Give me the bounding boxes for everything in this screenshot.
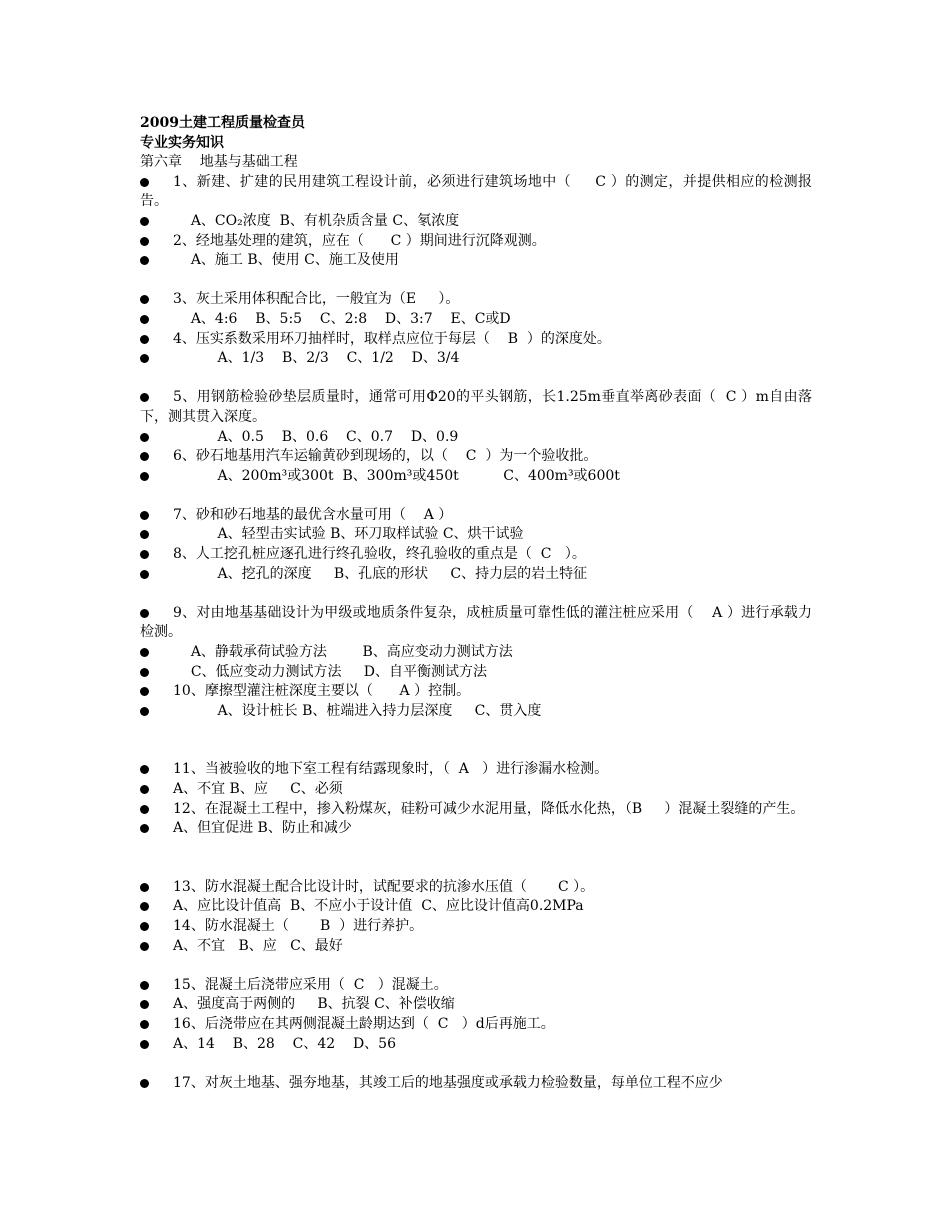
list-item: C、低应变动力测试方法 D、自平衡测试方法 xyxy=(140,663,812,683)
list-item: A、轻型击实试验 B、环刀取样试验 C、烘干试验 xyxy=(140,525,812,545)
list-item: A、设计桩长 B、桩端进入持力层深度 C、贯入度 xyxy=(140,702,812,722)
bullet-icon xyxy=(140,217,149,226)
bullet-icon xyxy=(140,1079,149,1088)
bullet-icon xyxy=(140,883,149,892)
bullet-icon xyxy=(140,511,149,520)
spacer xyxy=(140,1054,812,1074)
list-item: A、静载承荷试验方法 B、高应变动力测试方法 xyxy=(140,643,812,663)
list-item: A、不宜 B、应 C、必须 xyxy=(140,780,812,800)
spacer xyxy=(140,584,812,604)
spacer xyxy=(140,486,812,506)
spacer xyxy=(140,839,812,878)
list-item: 17、对灰土地基、强夯地基，其竣工后的地基强度或承载力检验数量，每单位工程不应少 xyxy=(140,1074,812,1094)
list-item: 3、灰土采用体积配合比，一般宜为（E ）。 xyxy=(140,290,812,310)
list-item: A、施工 B、使用 C、施工及使用 xyxy=(140,251,812,271)
list-item: A、0.5 B、0.6 C、0.7 D、0.9 xyxy=(140,428,812,448)
bullet-icon xyxy=(140,472,149,481)
list-item: 14、防水混凝土（ B ）进行养护。 xyxy=(140,917,812,937)
list-item: A、1/3 B、2/3 C、1/2 D、3/4 xyxy=(140,349,812,369)
bullet-icon xyxy=(140,315,149,324)
bullet-icon xyxy=(140,707,149,716)
document-subtitle: 专业实务知识 xyxy=(140,134,224,151)
bullet-icon xyxy=(140,433,149,442)
list-item: 9、对由地基基础设计为甲级或地质条件复杂，成桩质量可靠性低的灌注桩应采用（ A ）进行承载力检测。 xyxy=(140,604,812,641)
spacer xyxy=(140,956,812,976)
list-item: 7、砂和砂石地基的最优含水量可用（ A ） xyxy=(140,506,812,526)
bullet-icon xyxy=(140,922,149,931)
bullet-icon xyxy=(140,942,149,951)
list-item: 15、混凝土后浇带应采用（ C ）混凝土。 xyxy=(140,976,812,996)
list-item: A、但宜促进 B、防止和减少 xyxy=(140,819,812,839)
document-title: 2009土建工程质量检查员 xyxy=(140,115,305,131)
bullet-icon xyxy=(140,785,149,794)
bullet-icon xyxy=(140,648,149,657)
bullet-icon xyxy=(140,1040,149,1049)
list-item: 1、新建、扩建的民用建筑工程设计前，必须进行建筑场地中（ C ）的测定，并提供相应的检测报告。 xyxy=(140,173,812,210)
list-item: A、强度高于两侧的 B、抗裂 C、补偿收缩 xyxy=(140,995,812,1015)
bullet-icon xyxy=(140,668,149,677)
bullet-icon xyxy=(140,550,149,559)
bullet-icon xyxy=(140,237,149,246)
document-page xyxy=(140,114,812,1093)
bullet-icon xyxy=(140,805,149,814)
list-item: 12、在混凝土工程中，掺入粉煤灰，硅粉可减少水泥用量，降低水化热，（B ）混凝土裂缝的产生。 xyxy=(140,800,812,820)
list-item: A、挖孔的深度 B、孔底的形状 C、持力层的岩土特征 xyxy=(140,565,812,585)
list-item: 11、当被验收的地下室工程有结露现象时，（ A ）进行渗漏水检测。 xyxy=(140,760,812,780)
list-item: 10、摩擦型灌注桩深度主要以（ A ）控制。 xyxy=(140,682,812,702)
bullet-icon xyxy=(140,335,149,344)
list-item: A、200m³或300t B、300m³或450t C、400m³或600t xyxy=(140,467,812,487)
list-item: 5、用钢筋检验砂垫层质量时，通常可用Φ20的平头钢筋，长1.25m垂直举离砂表面（ C ）m自由落下，测其贯入深度。 xyxy=(140,389,812,425)
spacer xyxy=(140,721,812,760)
list-item: A、CO₂浓度 B、有机杂质含量 C、氡浓度 xyxy=(140,212,812,232)
list-item: 16、后浇带应在其两侧混凝土龄期达到（ C ）d后再施工。 xyxy=(140,1015,812,1035)
bullet-icon xyxy=(140,981,149,990)
bullet-icon xyxy=(140,1020,149,1029)
bullet-icon xyxy=(140,178,149,187)
list-item: A、14 B、28 C、42 D、56 xyxy=(140,1035,812,1055)
bullet-icon xyxy=(140,570,149,579)
spacer xyxy=(140,271,812,291)
list-item: 4、压实系数采用环刀抽样时，取样点应位于每层（ B ）的深度处。 xyxy=(140,330,812,350)
bullet-icon xyxy=(140,609,149,618)
list-item: A、不宜 B、应 C、最好 xyxy=(140,937,812,957)
chapter-heading: 第六章 地基与基础工程 xyxy=(140,154,298,171)
list-item: 8、人工挖孔桩应逐孔进行终孔验收，终孔验收的重点是（ C ）。 xyxy=(140,545,812,565)
list-item: A、应比设计值高 B、不应小于设计值 C、应比设计值高0.2MPa xyxy=(140,897,812,917)
list-item: 13、防水混凝土配合比设计时，试配要求的抗渗水压值（ C ）。 xyxy=(140,878,812,898)
list-item: A、4:6 B、5:5 C、2:8 D、3:7 E、C或D xyxy=(140,310,812,330)
spacer xyxy=(140,369,812,389)
list-item: 6、砂石地基用汽车运输黄砂到现场的，以（ C ）为一个验收批。 xyxy=(140,447,812,467)
list-item: 2、经地基处理的建筑，应在（ C ）期间进行沉降观测。 xyxy=(140,232,812,252)
